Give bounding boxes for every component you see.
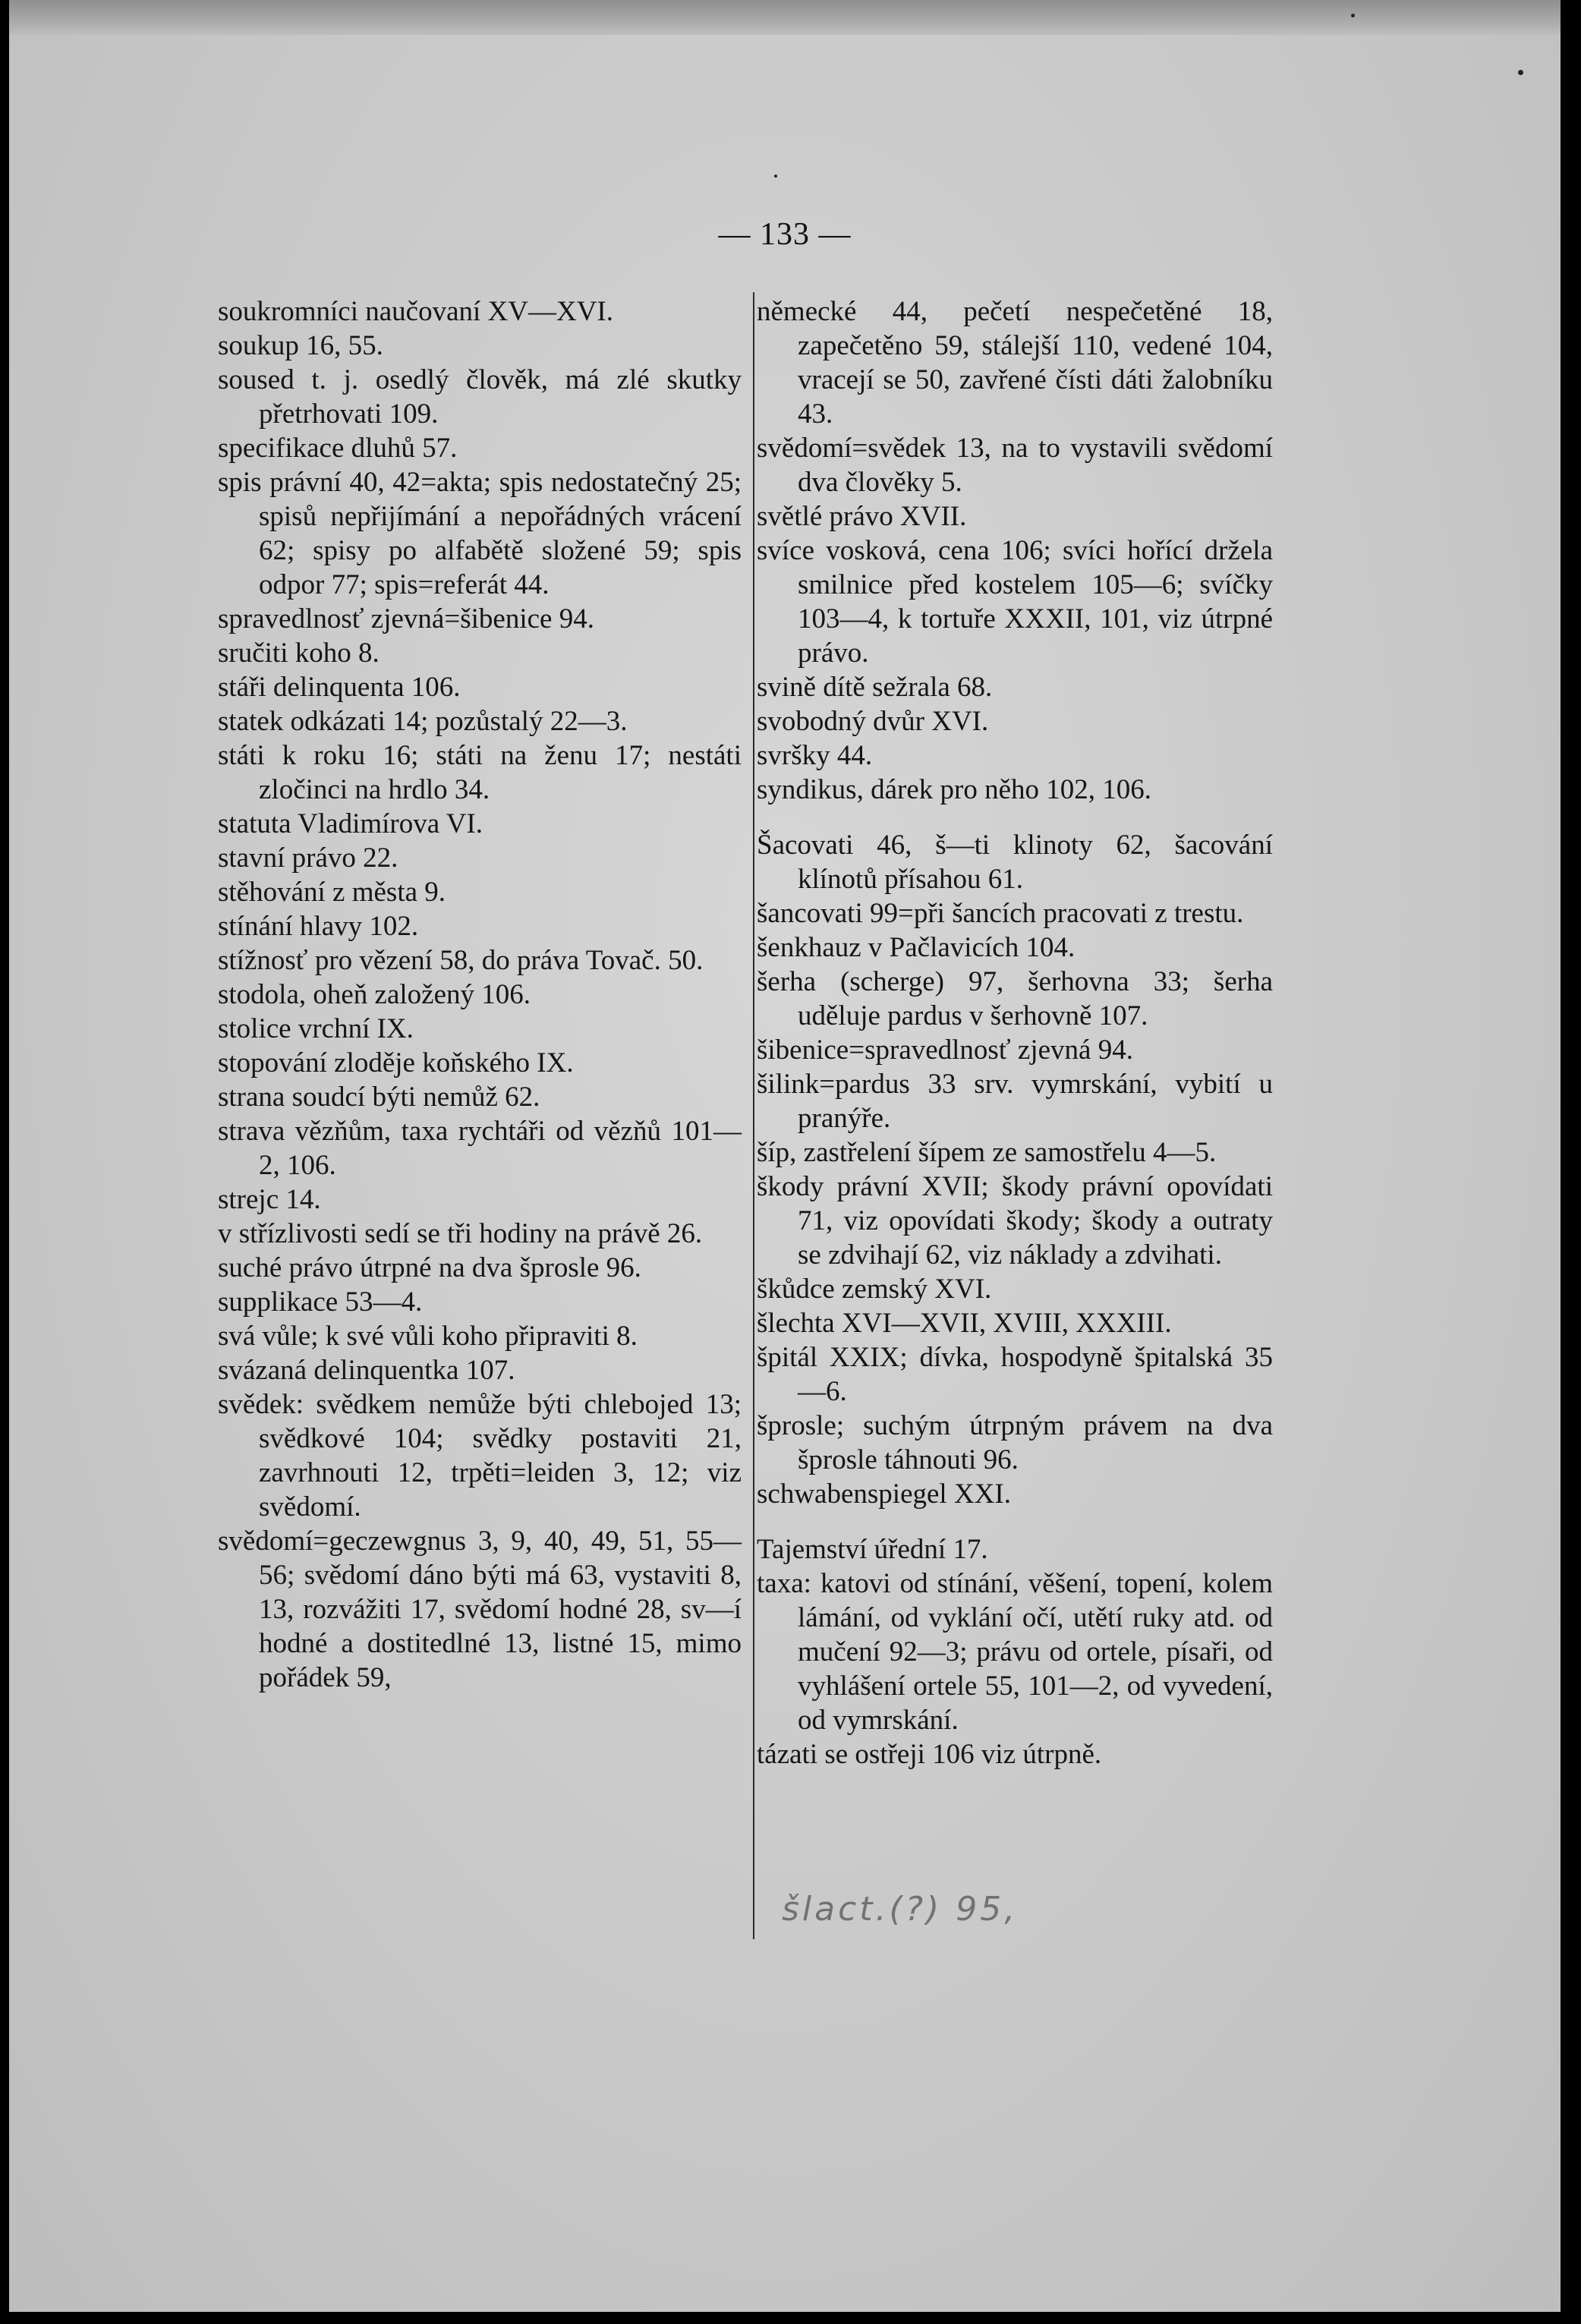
- index-entry: německé 44, pečetí nespečetěné 18, zapečetěno 59, stálejší 110, vedené 104, vracejí se 50, zavřené čísti dáti žalobníku 43.: [757, 296, 1273, 430]
- index-entry: šancovati 99=při šancích pracovati z trestu.: [757, 898, 1244, 929]
- index-entry-section-start: Šacovati 46, š—ti klinoty 62, šacování klínotů přísahou 61.: [757, 830, 1273, 895]
- index-entry: soukup 16, 55.: [218, 330, 383, 361]
- index-entry: šilink=pardus 33 srv. vymrskání, vybití u pranýře.: [757, 1069, 1273, 1134]
- page-number: — 133 —: [718, 217, 852, 252]
- index-entry: světlé právo XVII.: [757, 501, 967, 532]
- index-column-right: [757, 294, 1273, 1771]
- dust-speck: [774, 175, 777, 178]
- index-entry: stodola, oheň založený 106.: [218, 979, 531, 1010]
- index-entry: škůdce zemský XVI.: [757, 1274, 992, 1305]
- index-entry: stěhování z města 9.: [218, 877, 446, 908]
- column-divider: [753, 292, 754, 1939]
- index-entry: šíp, zastřelení šípem ze samostřelu 4—5.: [757, 1137, 1217, 1168]
- index-entry: stolice vrchní IX.: [218, 1013, 414, 1044]
- index-entry: statuta Vladimírova VI.: [218, 808, 483, 839]
- dust-speck: [1351, 14, 1355, 17]
- index-entry: stížnosť pro vězení 58, do práva Tovač. 50.: [218, 945, 704, 976]
- index-entry: strana soudcí býti nemůž 62.: [218, 1082, 540, 1113]
- index-entry: spravedlnosť zjevná=šibenice 94.: [218, 603, 594, 635]
- index-entry: tázati se ostřeji 106 viz útrpně.: [757, 1739, 1102, 1770]
- index-entry: stáři delinquenta 106.: [218, 672, 461, 703]
- index-column-left: [218, 294, 742, 1695]
- index-entry: suché právo útrpné na dva šprosle 96.: [218, 1252, 641, 1283]
- index-entry: šenkhauz v Pačlavicích 104.: [757, 932, 1076, 963]
- handwritten-note: šlact.(?) 95,: [782, 1890, 1019, 1929]
- index-entry: sručiti koho 8.: [218, 638, 380, 669]
- index-entry: svobodný dvůr XVI.: [757, 706, 989, 737]
- index-entry: svědomí=geczewgnus 3, 9, 40, 49, 51, 55—56; svědomí dáno býti má 63, vystaviti 8, 13, rozvážiti 17, svědomí hodné 28, sv—í hodné a dostitedlné 13, listné 15, mimo pořádek 59,: [218, 1526, 742, 1693]
- index-entry: svině dítě sežrala 68.: [757, 672, 993, 703]
- index-entry: svědek: svědkem nemůže býti chlebojed 13; svědkové 104; svědky postaviti 21, zavrhnouti 12, trpěti=leiden 3, 12; viz svědomí.: [218, 1389, 742, 1523]
- index-entry: státi k roku 16; státi na ženu 17; nestáti zločinci na hrdlo 34.: [218, 740, 742, 805]
- index-entry: stopování zloděje koňského IX.: [218, 1047, 574, 1079]
- index-entry: strava vězňům, taxa rychtáři od vězňů 101—2, 106.: [218, 1116, 742, 1181]
- index-entry: šerha (scherge) 97, šerhovna 33; šerha uděluje pardus v šerhovně 107.: [757, 966, 1273, 1031]
- index-entry: taxa: katovi od stínání, věšení, topení, kolem lámání, od vyklání očí, utětí ruky atd. od mučení 92—3; právu od ortele, písaři, od vyhlášení ortele 55, 101—2, od vyvedení, od vymrskání.: [757, 1568, 1273, 1736]
- index-entry: šlechta XVI—XVII, XVIII, XXXIII.: [757, 1308, 1172, 1339]
- index-entry: svršky 44.: [757, 740, 873, 771]
- index-entry: šibenice=spravedlnosť zjevná 94.: [757, 1034, 1133, 1066]
- index-entry: statek odkázati 14; pozůstalý 22—3.: [218, 706, 628, 737]
- index-entry: schwabenspiegel XXI.: [757, 1478, 1011, 1510]
- index-entry: škody právní XVII; škody právní opovídati 71, viz opovídati škody; škody a outraty se zdvihají 62, viz náklady a zdvihati.: [757, 1171, 1273, 1271]
- index-entry: specifikace dluhů 57.: [218, 433, 458, 464]
- index-entry: soused t. j. osedlý člověk, má zlé skutky přetrhovati 109.: [218, 364, 742, 430]
- dust-speck: [1518, 70, 1523, 75]
- index-entry: supplikace 53—4.: [218, 1286, 423, 1318]
- index-entry: svá vůle; k své vůli koho připraviti 8.: [218, 1321, 638, 1352]
- index-entry: šprosle; suchým útrpným právem na dva šprosle táhnouti 96.: [757, 1410, 1273, 1475]
- index-entry-section-start: Tajemství úřední 17.: [757, 1534, 988, 1565]
- index-entry: svíce vosková, cena 106; svíci hořící držela smilnice před kostelem 105—6; svíčky 103—4, k tortuře XXXII, 101, viz útrpné právo.: [757, 535, 1273, 669]
- index-entry: stavní právo 22.: [218, 842, 398, 874]
- index-entry: syndikus, dárek pro něho 102, 106.: [757, 774, 1151, 805]
- index-entry: strejc 14.: [218, 1184, 321, 1215]
- index-entry: stínání hlavy 102.: [218, 911, 419, 942]
- page-top-edge: [9, 0, 1561, 35]
- index-entry: v střízlivosti sedí se tři hodiny na právě 26.: [218, 1218, 703, 1249]
- index-entry: svázaná delinquentka 107.: [218, 1355, 515, 1386]
- index-entry: svědomí=svědek 13, na to vystavili svědomí dva člověky 5.: [757, 433, 1273, 498]
- index-entry: soukromníci naučovaní XV—XVI.: [218, 296, 613, 327]
- index-entry: špitál XXIX; dívka, hospodyně špitalská 35—6.: [757, 1342, 1273, 1407]
- scanned-page: [9, 0, 1561, 2312]
- index-entry: spis právní 40, 42=akta; spis nedostatečný 25; spisů nepřijímání a nepořádných vrácení 62; spisy po alfabětě složené 59; spis odpor 77; spis=referát 44.: [218, 467, 742, 600]
